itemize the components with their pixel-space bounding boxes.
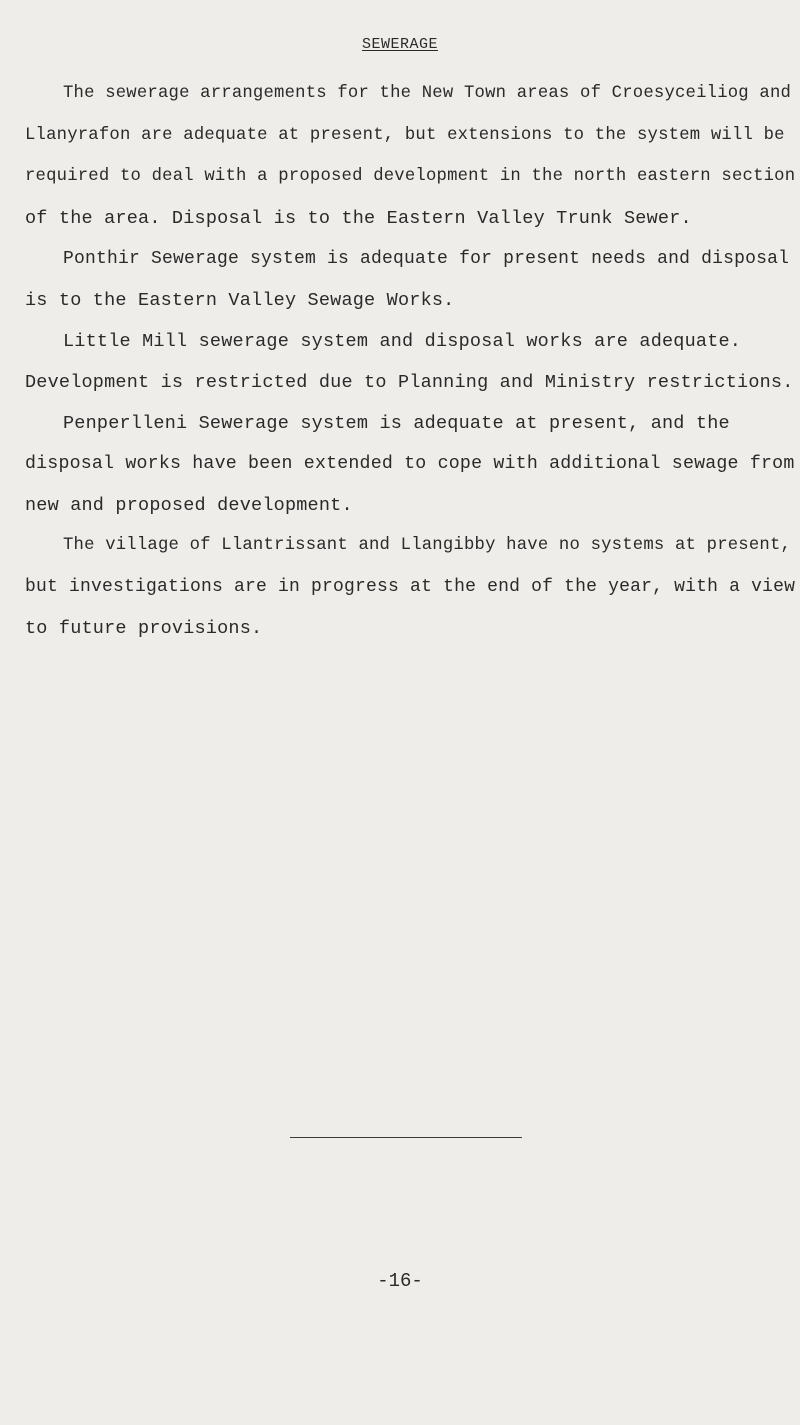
text-line: The sewerage arrangements for the New Town areas of Croesyceiliog and	[63, 84, 792, 103]
text-line: to future provisions.	[25, 618, 263, 639]
page-heading: SEWERAGE	[361, 36, 438, 53]
text-line: is to the Eastern Valley Sewage Works.	[25, 290, 455, 311]
text-line: of the area. Disposal is to the Eastern Valley Trunk Sewer.	[25, 208, 692, 229]
text-line: Development is restricted due to Planning and Ministry restrictions.	[25, 372, 794, 393]
text-line: Penperlleni Sewerage system is adequate at present, and the	[63, 413, 730, 434]
text-line: new and proposed development.	[25, 495, 353, 516]
text-line: Llanyrafon are adequate at present, but extensions to the system will be	[25, 126, 785, 145]
horizontal-rule	[290, 1137, 522, 1138]
text-line: Ponthir Sewerage system is adequate for present needs and disposal	[63, 249, 790, 269]
text-line: required to deal with a proposed development in the north eastern section	[25, 167, 796, 186]
text-line: but investigations are in progress at the end of the year, with a view	[25, 577, 796, 597]
text-line: disposal works have been extended to cope with additional sewage from	[25, 454, 795, 474]
text-line: The village of Llantrissant and Llangibby have no systems at present,	[63, 536, 792, 555]
page-number: -16-	[377, 1270, 423, 1292]
text-line: Little Mill sewerage system and disposal works are adequate.	[63, 331, 742, 352]
